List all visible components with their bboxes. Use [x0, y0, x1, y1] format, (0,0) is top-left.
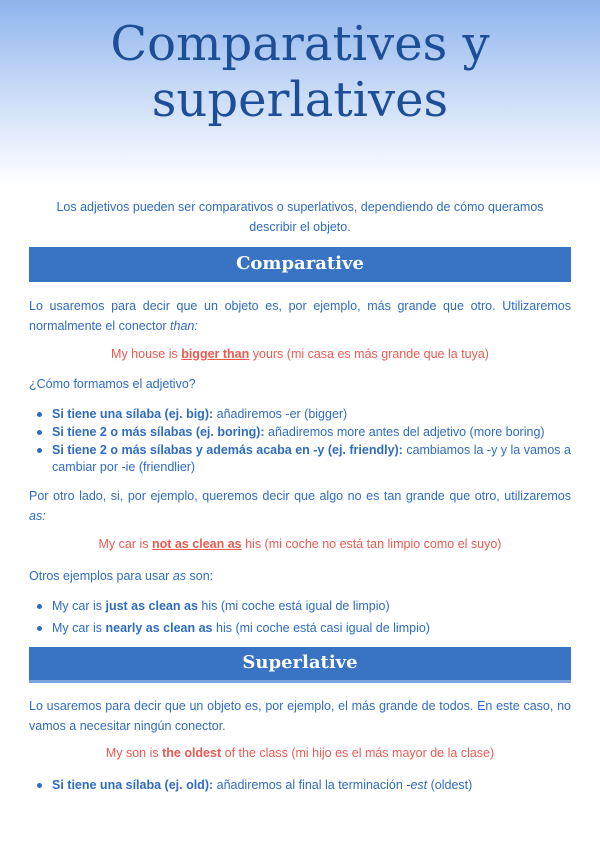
rule-bold: Si tiene 2 o más sílabas (ej. boring):: [52, 425, 265, 439]
sup-rule-italic: -est: [406, 778, 428, 792]
rule-bold: Si tiene una sílaba (ej. big):: [52, 407, 214, 421]
sup-ex-pre: My son is: [105, 746, 163, 760]
comparative-rules-list: [29, 406, 571, 477]
sup-rule-post: (oldest): [427, 778, 473, 792]
list-item: [29, 424, 571, 441]
other-ex-post: his (mi coche está casi igual de limpio): [212, 621, 430, 635]
other-pre: Otros ejemplos para usar: [29, 569, 173, 583]
intro-text: Los adjetivos pueden ser comparativos o superlativos, dependiendo de cómo queramos describir el objeto.: [56, 200, 544, 234]
superlative-paragraph: Lo usaremos para decir que un objeto es, por ejemplo, el más grande de todos. En este caso, no vamos a necesitar ningún conector.: [29, 699, 571, 733]
bullet-icon: [37, 783, 42, 788]
comparative-paragraph-2: [29, 486, 571, 526]
other-italic: as: [172, 569, 187, 583]
other-post: son:: [186, 569, 214, 583]
title-line-2: superlatives: [151, 72, 449, 128]
other-ex-post: his (mi coche está igual de limpio): [197, 599, 390, 613]
list-item: [29, 598, 571, 615]
list-item: [29, 442, 571, 476]
sup-rule-bold: Si tiene una sílaba (ej. old):: [52, 778, 214, 792]
other-ex-bold: just as clean as: [105, 599, 198, 613]
bullet-icon: [37, 448, 42, 453]
comparative-p2-italic: as:: [29, 509, 46, 523]
other-ex-bold: nearly as clean as: [105, 621, 213, 635]
bullet-icon: [37, 430, 42, 435]
rule-text: añadiremos -er (bigger): [213, 407, 348, 421]
ex2-highlight: not as clean as: [152, 537, 242, 551]
comparative-example-1: [29, 344, 571, 364]
comparative-paragraph-1: [29, 296, 571, 336]
page-title: [0, 16, 600, 128]
rule-text: cambiamos la -y y la vamos a cambiar por -ie (friendlier): [52, 443, 571, 474]
bullet-icon: [37, 626, 42, 631]
ex2-pre: My car is: [98, 537, 152, 551]
ex2-post: his (mi coche no está tan limpio como el suyo): [241, 537, 502, 551]
bullet-icon: [37, 604, 42, 609]
superlative-heading: Superlative: [29, 647, 571, 683]
ex1-highlight: bigger than: [181, 347, 250, 361]
list-item: [29, 620, 571, 637]
list-item: [29, 777, 571, 794]
rule-text: añadiremos more antes del adjetivo (more boring): [264, 425, 545, 439]
rule-bold: Si tiene 2 o más sílabas y además acaba en -y (ej. friendly):: [52, 443, 403, 457]
title-line-1: Comparatives y: [110, 16, 490, 72]
other-examples-intro: [29, 566, 571, 586]
comparative-p2-text: Por otro lado, si, por ejemplo, queremos decir que algo no es tan grande que otro, utilizaremos: [29, 489, 571, 503]
superlative-example: [29, 743, 571, 763]
other-ex-pre: My car is: [52, 621, 106, 635]
comparative-example-2: [29, 534, 571, 554]
bullet-icon: [37, 412, 42, 417]
ex1-post: yours (mi casa es más grande que la tuya): [249, 347, 489, 361]
comparative-heading: Comparative: [29, 247, 571, 282]
superlative-rules-list: [29, 777, 571, 795]
other-ex-pre: My car is: [52, 599, 106, 613]
ex1-pre: My house is: [111, 347, 182, 361]
sup-ex-bold: the oldest: [162, 746, 222, 760]
comparative-p1-italic: than:: [170, 319, 198, 333]
list-item: [29, 406, 571, 423]
sup-ex-post: of the class (mi hijo es el más mayor de la clase): [221, 746, 495, 760]
sup-rule-text: añadiremos al final la terminación: [213, 778, 407, 792]
how-question: ¿Cómo formamos el adjetivo?: [29, 377, 196, 391]
comparative-p1-text: Lo usaremos para decir que un objeto es, por ejemplo, más grande que otro. Utilizaremos normalmente el conector: [29, 299, 571, 333]
other-examples-list: [29, 598, 571, 642]
